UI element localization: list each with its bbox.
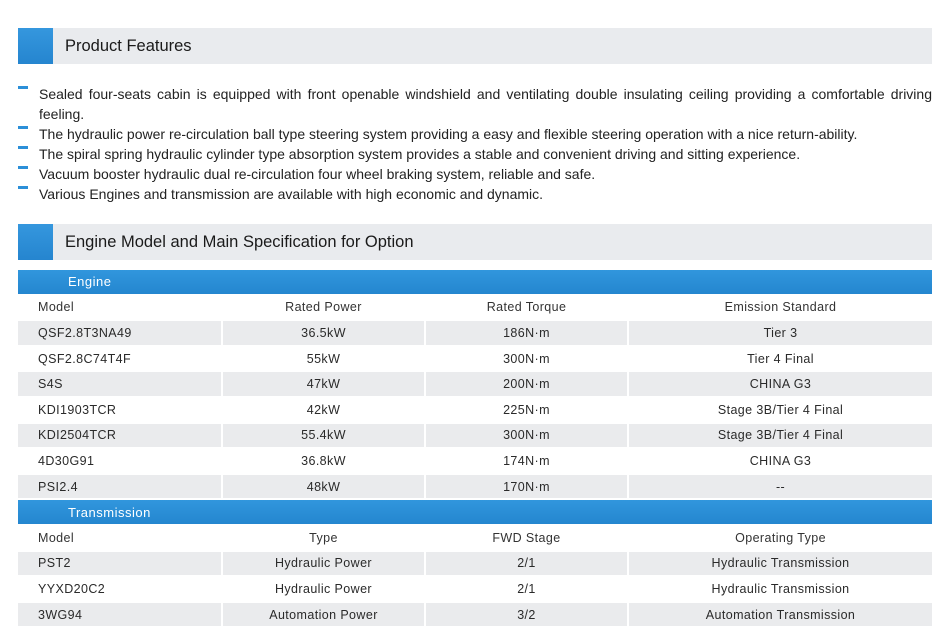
column-header: Rated Torque: [426, 296, 629, 322]
table-row: [18, 475, 932, 501]
product-features-header: [18, 28, 932, 64]
table-row: [18, 321, 932, 347]
feature-item: [18, 84, 932, 124]
bullet-dash-icon: [18, 86, 28, 89]
table-cell: 300N·m: [426, 347, 629, 373]
table-cell: PST2: [18, 552, 223, 578]
transmission-group-row: [18, 500, 932, 526]
table-cell: Automation Power: [223, 603, 426, 629]
product-features-title: Product Features: [65, 36, 192, 55]
table-cell: 55.4kW: [223, 424, 426, 450]
features-list: [18, 84, 932, 204]
engine-spec-title: Engine Model and Main Specification for Option: [65, 232, 414, 251]
bullet-dash-icon: [18, 166, 28, 169]
table-cell: PSI2.4: [18, 475, 223, 501]
column-header: Model: [18, 526, 223, 552]
table-cell: 3/2: [426, 603, 629, 629]
table-cell: 300N·m: [426, 424, 629, 450]
table-cell: 48kW: [223, 475, 426, 501]
feature-item: [18, 164, 932, 184]
header-accent-block: [18, 28, 53, 64]
transmission-group-label: Transmission: [68, 504, 151, 520]
table-cell: 2/1: [426, 552, 629, 578]
feature-item: [18, 144, 932, 164]
feature-text: The hydraulic power re-circulation ball type steering system providing a easy and flexible steering operation with a nice return-ability.: [39, 126, 858, 142]
table-cell: Tier 4 Final: [629, 347, 932, 373]
feature-text: The spiral spring hydraulic cylinder type absorption system provides a stable and convenient driving and sitting experience.: [39, 146, 801, 162]
table-row: [18, 398, 932, 424]
table-cell: 2/1: [426, 577, 629, 603]
table-cell: Tier 3: [629, 321, 932, 347]
table-cell: QSF2.8C74T4F: [18, 347, 223, 373]
table-row: [18, 449, 932, 475]
table-cell: KDI2504TCR: [18, 424, 223, 450]
engine-group-label: Engine: [68, 274, 112, 290]
feature-text: Vacuum booster hydraulic dual re-circulation four wheel braking system, reliable and safe.: [39, 166, 596, 182]
column-header: Rated Power: [223, 296, 426, 322]
table-cell: Hydraulic Transmission: [629, 577, 932, 603]
table-row: [18, 372, 932, 398]
column-header: Type: [223, 526, 426, 552]
table-row: [18, 424, 932, 450]
table-cell: 36.8kW: [223, 449, 426, 475]
table-cell: 174N·m: [426, 449, 629, 475]
table-row: [18, 552, 932, 578]
table-cell: S4S: [18, 372, 223, 398]
table-cell: QSF2.8T3NA49: [18, 321, 223, 347]
table-cell: KDI1903TCR: [18, 398, 223, 424]
bullet-dash-icon: [18, 186, 28, 189]
feature-item: [18, 124, 932, 144]
table-cell: Stage 3B/Tier 4 Final: [629, 424, 932, 450]
table-cell: CHINA G3: [629, 372, 932, 398]
table-cell: CHINA G3: [629, 449, 932, 475]
table-cell: 3WG94: [18, 603, 223, 629]
table-cell: Automation Transmission: [629, 603, 932, 629]
table-cell: Hydraulic Power: [223, 552, 426, 578]
table-cell: 186N·m: [426, 321, 629, 347]
bullet-dash-icon: [18, 146, 28, 149]
engine-column-headers: [18, 296, 932, 322]
engine-group-row: [18, 270, 932, 296]
feature-item: [18, 184, 932, 204]
table-cell: --: [629, 475, 932, 501]
feature-text: Various Engines and transmission are available with high economic and dynamic.: [39, 186, 544, 202]
column-header: FWD Stage: [426, 526, 629, 552]
table-cell: Stage 3B/Tier 4 Final: [629, 398, 932, 424]
engine-spec-header: [18, 224, 932, 260]
table-cell: 47kW: [223, 372, 426, 398]
table-cell: 4D30G91: [18, 449, 223, 475]
column-header: Model: [18, 296, 223, 322]
transmission-column-headers: [18, 526, 932, 552]
table-row: [18, 603, 932, 629]
table-row: [18, 577, 932, 603]
table-row: [18, 347, 932, 373]
table-cell: Hydraulic Power: [223, 577, 426, 603]
table-cell: 42kW: [223, 398, 426, 424]
table-cell: 170N·m: [426, 475, 629, 501]
table-cell: 55kW: [223, 347, 426, 373]
column-header: Emission Standard: [629, 296, 932, 322]
table-cell: YYXD20C2: [18, 577, 223, 603]
table-cell: 200N·m: [426, 372, 629, 398]
header-accent-block: [18, 224, 53, 260]
table-cell: 36.5kW: [223, 321, 426, 347]
feature-text: Sealed four-seats cabin is equipped with front openable windshield and ventilating double insulating ceiling providing a comfortable driving feeling.: [39, 86, 932, 122]
bullet-dash-icon: [18, 126, 28, 129]
table-cell: Hydraulic Transmission: [629, 552, 932, 578]
column-header: Operating Type: [629, 526, 932, 552]
spec-table: [18, 270, 932, 628]
table-cell: 225N·m: [426, 398, 629, 424]
